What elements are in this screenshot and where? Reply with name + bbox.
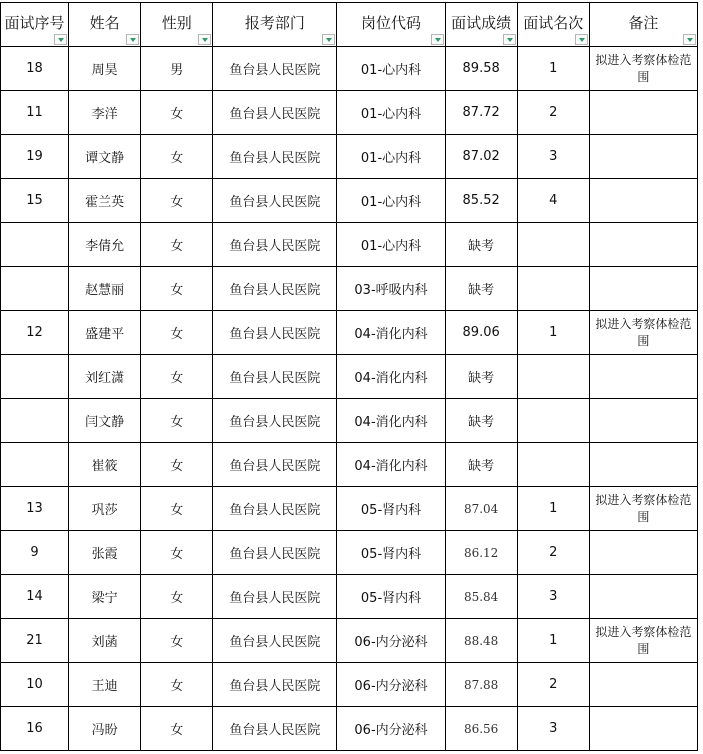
cell-post-code[interactable]: 04-消化内科 [337,399,445,443]
cell-remark[interactable] [589,663,697,707]
cell-interview-seq[interactable]: 15 [1,179,69,223]
header-label: 岗位代码 [361,13,422,32]
cell-gender[interactable]: 男 [141,47,213,91]
cell-interview-seq[interactable] [1,267,69,311]
cell-gender[interactable]: 女 [141,135,213,179]
cell-name[interactable]: 冯盼 [69,707,141,751]
cell-score[interactable]: 89.58 [445,47,517,91]
filter-dropdown-icon[interactable] [683,34,696,45]
cell-department[interactable]: 鱼台县人民医院 [213,707,337,751]
cell-rank[interactable]: 1 [517,47,589,91]
cell-name[interactable]: 刘红潇 [69,355,141,399]
filter-dropdown-icon[interactable] [54,34,67,45]
cell-department[interactable]: 鱼台县人民医院 [213,267,337,311]
cell-interview-seq[interactable] [1,399,69,443]
cell-post-code[interactable]: 04-消化内科 [337,311,445,355]
cell-rank[interactable]: 4 [517,179,589,223]
cell-score[interactable]: 87.02 [445,135,517,179]
cell-gender[interactable]: 女 [141,399,213,443]
header-score [445,3,517,47]
cell-name[interactable]: 赵慧丽 [69,267,141,311]
cell-department[interactable]: 鱼台县人民医院 [213,311,337,355]
cell-gender[interactable]: 女 [141,355,213,399]
cell-rank[interactable]: 1 [517,619,589,663]
cell-name[interactable]: 王迪 [69,663,141,707]
cell-score[interactable]: 缺考 [445,443,517,487]
cell-rank[interactable]: 3 [517,575,589,619]
cell-gender[interactable]: 女 [141,179,213,223]
cell-department[interactable]: 鱼台县人民医院 [213,443,337,487]
cell-interview-seq[interactable]: 18 [1,47,69,91]
cell-score[interactable]: 89.06 [445,311,517,355]
cell-gender[interactable]: 女 [141,91,213,135]
cell-post-code[interactable]: 05-肾内科 [337,487,445,531]
cell-post-code[interactable]: 04-消化内科 [337,443,445,487]
cell-name[interactable]: 闫文静 [69,399,141,443]
cell-gender[interactable]: 女 [141,443,213,487]
cell-interview-seq[interactable]: 13 [1,487,69,531]
table-row[interactable] [1,443,698,487]
filter-dropdown-icon[interactable] [322,34,335,45]
table-row[interactable] [1,531,698,575]
cell-post-code[interactable]: 01-心内科 [337,91,445,135]
header-label: 报考部门 [244,13,305,32]
cell-remark[interactable] [589,531,697,575]
cell-rank[interactable] [517,443,589,487]
cell-name[interactable]: 霍兰英 [69,179,141,223]
filter-dropdown-icon[interactable] [431,34,444,45]
cell-interview-seq[interactable]: 12 [1,311,69,355]
table-row[interactable] [1,399,698,443]
cell-interview-seq[interactable]: 21 [1,619,69,663]
header-interview-seq [1,3,69,47]
table-row[interactable] [1,575,698,619]
cell-post-code[interactable]: 06-内分泌科 [337,707,445,751]
header-label: 备注 [628,13,659,32]
header-label: 面试成绩 [451,13,512,32]
cell-interview-seq[interactable]: 11 [1,91,69,135]
cell-remark[interactable] [589,179,697,223]
cell-rank[interactable]: 3 [517,707,589,751]
table-row[interactable] [1,663,698,707]
cell-rank[interactable] [517,267,589,311]
cell-department[interactable]: 鱼台县人民医院 [213,355,337,399]
cell-rank[interactable]: 1 [517,487,589,531]
header-row [1,3,698,47]
cell-name[interactable]: 梁宁 [69,575,141,619]
cell-department[interactable]: 鱼台县人民医院 [213,663,337,707]
cell-remark[interactable] [589,135,697,179]
cell-remark[interactable] [589,267,697,311]
cell-remark[interactable]: 拟进入考察体检范围 [589,47,697,91]
filter-dropdown-icon[interactable] [503,34,516,45]
table-row[interactable] [1,47,698,91]
cell-remark[interactable] [589,575,697,619]
cell-post-code[interactable]: 01-心内科 [337,135,445,179]
cell-gender[interactable]: 女 [141,707,213,751]
cell-name[interactable]: 周昊 [69,47,141,91]
cell-post-code[interactable]: 04-消化内科 [337,355,445,399]
cell-remark[interactable] [589,91,697,135]
cell-gender[interactable]: 女 [141,619,213,663]
cell-department[interactable]: 鱼台县人民医院 [213,179,337,223]
cell-score[interactable]: 85.52 [445,179,517,223]
cell-interview-seq[interactable]: 10 [1,663,69,707]
cell-interview-seq[interactable]: 9 [1,531,69,575]
cell-score[interactable]: 86.12 [445,531,517,575]
cell-gender[interactable]: 女 [141,575,213,619]
cell-name[interactable]: 巩莎 [69,487,141,531]
table-row[interactable] [1,135,698,179]
cell-post-code[interactable]: 05-肾内科 [337,575,445,619]
cell-rank[interactable] [517,355,589,399]
header-label: 姓名 [89,13,120,32]
table-row[interactable] [1,179,698,223]
cell-interview-seq[interactable] [1,355,69,399]
cell-score[interactable]: 87.88 [445,663,517,707]
cell-post-code[interactable]: 01-心内科 [337,223,445,267]
header-label: 性别 [161,13,192,32]
cell-interview-seq[interactable] [1,223,69,267]
cell-department[interactable]: 鱼台县人民医院 [213,47,337,91]
cell-name[interactable]: 李洋 [69,91,141,135]
cell-department[interactable]: 鱼台县人民医院 [213,223,337,267]
cell-rank[interactable]: 1 [517,311,589,355]
cell-gender[interactable]: 女 [141,487,213,531]
cell-name[interactable]: 刘菡 [69,619,141,663]
filter-dropdown-icon[interactable] [126,34,139,45]
table-row[interactable] [1,619,698,663]
table-row[interactable] [1,487,698,531]
cell-gender[interactable]: 女 [141,311,213,355]
cell-department[interactable]: 鱼台县人民医院 [213,91,337,135]
header-post-code [337,3,445,47]
cell-rank[interactable] [517,223,589,267]
cell-post-code[interactable]: 05-肾内科 [337,531,445,575]
cell-name[interactable]: 李倩允 [69,223,141,267]
cell-rank[interactable]: 2 [517,91,589,135]
cell-department[interactable]: 鱼台县人民医院 [213,399,337,443]
cell-interview-seq[interactable] [1,443,69,487]
header-gender [141,3,213,47]
cell-post-code[interactable]: 03-呼吸内科 [337,267,445,311]
cell-post-code[interactable]: 01-心内科 [337,179,445,223]
header-label: 面试序号 [4,13,65,32]
cell-department[interactable]: 鱼台县人民医院 [213,619,337,663]
cell-rank[interactable]: 2 [517,531,589,575]
cell-gender[interactable]: 女 [141,531,213,575]
table-row[interactable] [1,267,698,311]
table-row[interactable] [1,91,698,135]
filter-dropdown-icon[interactable] [575,34,588,45]
cell-remark[interactable]: 拟进入考察体检范围 [589,487,697,531]
cell-department[interactable]: 鱼台县人民医院 [213,531,337,575]
cell-rank[interactable]: 2 [517,663,589,707]
cell-score[interactable]: 缺考 [445,223,517,267]
cell-post-code[interactable]: 06-内分泌科 [337,663,445,707]
score-table [0,2,698,751]
cell-remark[interactable] [589,443,697,487]
cell-score[interactable]: 86.56 [445,707,517,751]
header-name [69,3,141,47]
cell-gender[interactable]: 女 [141,663,213,707]
cell-interview-seq[interactable]: 14 [1,575,69,619]
header-department [213,3,337,47]
table-row[interactable] [1,311,698,355]
cell-name[interactable]: 盛建平 [69,311,141,355]
cell-remark[interactable]: 拟进入考察体检范围 [589,619,697,663]
cell-gender[interactable]: 女 [141,223,213,267]
cell-score[interactable]: 缺考 [445,355,517,399]
cell-score[interactable]: 87.04 [445,487,517,531]
cell-post-code[interactable]: 06-内分泌科 [337,619,445,663]
header-rank [517,3,589,47]
cell-interview-seq[interactable]: 16 [1,707,69,751]
cell-gender[interactable]: 女 [141,267,213,311]
cell-score[interactable]: 87.72 [445,91,517,135]
table-row[interactable] [1,707,698,751]
table-row[interactable] [1,223,698,267]
cell-score[interactable]: 88.48 [445,619,517,663]
cell-name[interactable]: 崔筱 [69,443,141,487]
filter-dropdown-icon[interactable] [198,34,211,45]
cell-name[interactable]: 谭文静 [69,135,141,179]
cell-remark[interactable] [589,355,697,399]
cell-remark[interactable] [589,223,697,267]
cell-rank[interactable]: 3 [517,135,589,179]
cell-department[interactable]: 鱼台县人民医院 [213,487,337,531]
cell-score[interactable]: 85.84 [445,575,517,619]
cell-remark[interactable] [589,399,697,443]
cell-department[interactable]: 鱼台县人民医院 [213,135,337,179]
cell-remark[interactable] [589,707,697,751]
cell-remark[interactable]: 拟进入考察体检范围 [589,311,697,355]
header-remark [589,3,697,47]
cell-rank[interactable] [517,399,589,443]
cell-interview-seq[interactable]: 19 [1,135,69,179]
cell-department[interactable]: 鱼台县人民医院 [213,575,337,619]
header-label: 面试名次 [523,13,584,32]
cell-score[interactable]: 缺考 [445,399,517,443]
cell-name[interactable]: 张霞 [69,531,141,575]
cell-score[interactable]: 缺考 [445,267,517,311]
table-row[interactable] [1,355,698,399]
cell-post-code[interactable]: 01-心内科 [337,47,445,91]
